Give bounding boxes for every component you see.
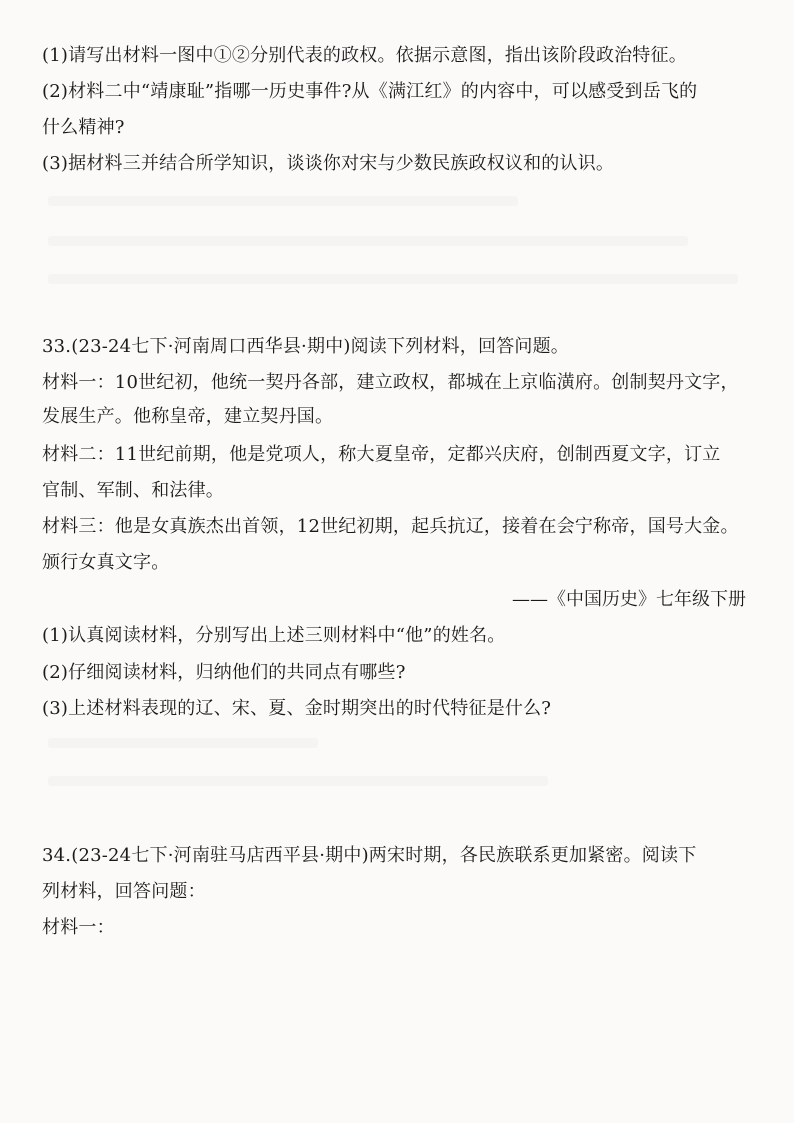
q32-sub-question-3: (3)据材料三并结合所学知识，谈谈你对宋与少数民族政权议和的认识。 (42, 153, 615, 174)
q32-sub-question-2-line-1: (2)材料二中“靖康耻”指哪一历史事件?从《满江红》的内容中，可以感受到岳飞的 (42, 81, 698, 102)
q34-material-1-label: 材料一： (42, 917, 115, 938)
q34-header-line-1: 34.(23-24七下·河南驻马店西平县·期中)两宋时期，各民族联系更加紧密。阅读下 (42, 845, 697, 866)
q33-material-1-line-1: 材料一：10世纪初，他统一契丹各部，建立政权，都城在上京临潢府。创制契丹文字， (42, 372, 739, 393)
q33-material-3-line-1: 材料三：他是女真族杰出首领，12世纪初期，起兵抗辽，接着在会宁称帝，国号大金。 (42, 516, 739, 537)
q33-header: 33.(23-24七下·河南周口西华县·期中)阅读下列材料，回答问题。 (42, 336, 570, 357)
answer-space-mark (48, 738, 318, 748)
q32-sub-question-1: (1)请写出材料一图中①②分别代表的政权。依据示意图，指出该阶段政治特征。 (42, 45, 687, 66)
answer-space-mark (48, 236, 688, 246)
q34-header-line-2: 列材料，回答问题： (42, 881, 206, 902)
q33-material-2-line-2: 官制、军制、和法律。 (42, 480, 224, 501)
q33-material-1-line-2: 发展生产。他称皇帝，建立契丹国。 (42, 406, 334, 427)
q33-source-citation: ——《中国历史》七年级下册 (512, 589, 746, 610)
q32-sub-question-2-line-2: 什么精神? (42, 117, 125, 138)
q33-material-3-line-2: 颁行女真文字。 (42, 552, 170, 573)
answer-space-mark (48, 196, 518, 206)
q33-sub-question-1: (1)认真阅读材料，分别写出上述三则材料中“他”的姓名。 (42, 625, 506, 646)
answer-space-mark (48, 274, 738, 284)
q33-sub-question-3: (3)上述材料表现的辽、宋、夏、金时期突出的时代特征是什么? (42, 698, 552, 719)
answer-space-mark (48, 776, 548, 786)
q33-sub-question-2: (2)仔细阅读材料，归纳他们的共同点有哪些? (42, 662, 406, 683)
q33-material-2-line-1: 材料二：11世纪前期，他是党项人，称大夏皇帝，定都兴庆府，创制西夏文字，订立 (42, 444, 721, 465)
